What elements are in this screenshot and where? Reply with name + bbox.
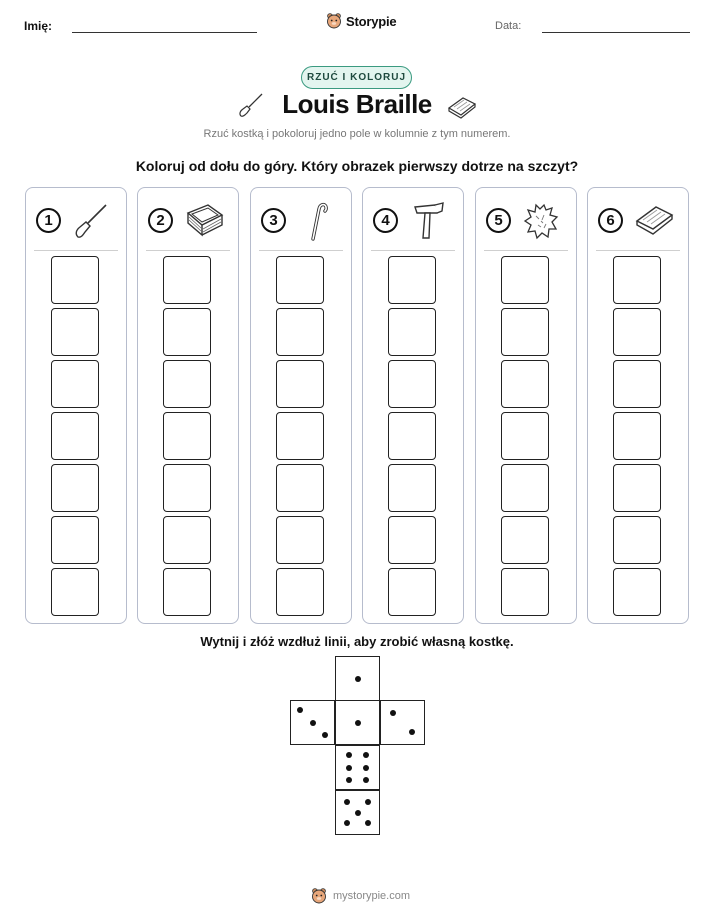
column-header bbox=[26, 188, 126, 250]
color-box[interactable] bbox=[388, 568, 436, 616]
column-1 bbox=[25, 187, 127, 624]
dice-pip bbox=[365, 799, 371, 805]
column-number: 6 bbox=[598, 208, 623, 233]
color-box[interactable] bbox=[388, 464, 436, 512]
dice-pip bbox=[363, 752, 369, 758]
color-box[interactable] bbox=[276, 464, 324, 512]
column-6 bbox=[587, 187, 689, 624]
cane-icon bbox=[297, 201, 337, 241]
color-box[interactable] bbox=[276, 256, 324, 304]
color-box[interactable] bbox=[276, 308, 324, 356]
brand-name: Storypie bbox=[346, 13, 397, 29]
column-divider bbox=[146, 250, 230, 251]
color-box[interactable] bbox=[276, 412, 324, 460]
column-header bbox=[138, 188, 238, 250]
page-title: Louis Braille bbox=[282, 89, 432, 119]
column-4 bbox=[362, 187, 464, 624]
column-number: 4 bbox=[373, 208, 398, 233]
dice-pip bbox=[363, 777, 369, 783]
color-box[interactable] bbox=[613, 308, 661, 356]
color-box[interactable] bbox=[51, 516, 99, 564]
dice-pip bbox=[297, 707, 303, 713]
column-3 bbox=[250, 187, 352, 624]
column-5 bbox=[475, 187, 577, 624]
name-label: Imię: bbox=[24, 19, 53, 33]
dice-face-3 bbox=[290, 700, 335, 745]
color-box[interactable] bbox=[163, 360, 211, 408]
dice-face-1 bbox=[335, 700, 380, 745]
dice-pip bbox=[355, 810, 361, 816]
column-divider bbox=[596, 250, 680, 251]
color-box[interactable] bbox=[613, 360, 661, 408]
dice-face-1 bbox=[335, 656, 380, 701]
color-box[interactable] bbox=[163, 308, 211, 356]
color-box[interactable] bbox=[501, 360, 549, 408]
storypie-mascot-icon bbox=[325, 12, 343, 30]
color-box[interactable] bbox=[613, 412, 661, 460]
color-box[interactable] bbox=[501, 412, 549, 460]
dice-pip bbox=[355, 720, 361, 726]
book-icon bbox=[184, 201, 224, 241]
color-box[interactable] bbox=[388, 256, 436, 304]
dice-pip bbox=[346, 752, 352, 758]
color-box[interactable] bbox=[276, 360, 324, 408]
leather-hide-icon bbox=[522, 201, 562, 241]
dice-face-6 bbox=[335, 745, 380, 790]
column-divider bbox=[259, 250, 343, 251]
column-header bbox=[251, 188, 351, 250]
footer-url: mystorypie.com bbox=[333, 890, 411, 902]
color-box[interactable] bbox=[163, 516, 211, 564]
column-divider bbox=[484, 250, 568, 251]
brand-logo bbox=[325, 12, 396, 30]
dice-pip bbox=[409, 729, 415, 735]
color-box[interactable] bbox=[51, 412, 99, 460]
color-box[interactable] bbox=[51, 360, 99, 408]
color-box[interactable] bbox=[501, 568, 549, 616]
color-box[interactable] bbox=[501, 516, 549, 564]
awl-icon bbox=[72, 201, 112, 241]
color-box[interactable] bbox=[163, 256, 211, 304]
dice-face-2 bbox=[380, 700, 425, 745]
color-box[interactable] bbox=[51, 568, 99, 616]
dice-face-5 bbox=[335, 790, 380, 835]
date-field[interactable] bbox=[542, 32, 690, 33]
color-box[interactable] bbox=[388, 516, 436, 564]
column-number: 5 bbox=[486, 208, 511, 233]
dice-pip bbox=[346, 765, 352, 771]
color-box[interactable] bbox=[388, 412, 436, 460]
color-box[interactable] bbox=[276, 568, 324, 616]
color-box[interactable] bbox=[613, 464, 661, 512]
column-header bbox=[588, 188, 688, 250]
color-box[interactable] bbox=[501, 308, 549, 356]
color-box[interactable] bbox=[276, 516, 324, 564]
slate-icon bbox=[634, 201, 674, 241]
color-box[interactable] bbox=[51, 464, 99, 512]
column-number: 2 bbox=[148, 208, 173, 233]
color-box[interactable] bbox=[163, 568, 211, 616]
cut-instruction: Wytnij i złóż wzdłuż linii, aby zrobić własną kostkę. bbox=[200, 634, 514, 649]
dice-pip bbox=[363, 765, 369, 771]
dice-pip bbox=[344, 820, 350, 826]
footer bbox=[310, 887, 410, 905]
color-box[interactable] bbox=[51, 308, 99, 356]
slate-icon bbox=[446, 95, 478, 119]
column-divider bbox=[371, 250, 455, 251]
name-field[interactable] bbox=[72, 32, 257, 33]
color-box[interactable] bbox=[613, 568, 661, 616]
column-divider bbox=[34, 250, 118, 251]
date-label: Data: bbox=[495, 20, 522, 32]
color-box[interactable] bbox=[163, 412, 211, 460]
instruction: Koloruj od dołu do góry. Który obrazek pierwszy dotrze na szczyt? bbox=[135, 158, 579, 174]
color-box[interactable] bbox=[501, 464, 549, 512]
color-box[interactable] bbox=[613, 516, 661, 564]
dice-pip bbox=[344, 799, 350, 805]
column-number: 3 bbox=[261, 208, 286, 233]
hammer-icon bbox=[409, 201, 449, 241]
dice-pip bbox=[346, 777, 352, 783]
subtitle: Rzuć kostką i pokoloruj jedno pole w kolumnie z tym numerem. bbox=[203, 128, 511, 140]
column-header bbox=[476, 188, 576, 250]
dice-pip bbox=[322, 732, 328, 738]
color-box[interactable] bbox=[501, 256, 549, 304]
dice-pip bbox=[355, 676, 361, 682]
dice-pip bbox=[365, 820, 371, 826]
color-box[interactable] bbox=[51, 256, 99, 304]
dice-pip bbox=[310, 720, 316, 726]
column-header bbox=[363, 188, 463, 250]
color-box[interactable] bbox=[613, 256, 661, 304]
storypie-mascot-icon bbox=[310, 887, 328, 905]
activity-badge: RZUĆ I KOLORUJ bbox=[301, 66, 412, 89]
color-box[interactable] bbox=[388, 360, 436, 408]
dice-pip bbox=[390, 710, 396, 716]
color-box[interactable] bbox=[388, 308, 436, 356]
column-2 bbox=[137, 187, 239, 624]
color-box[interactable] bbox=[163, 464, 211, 512]
column-number: 1 bbox=[36, 208, 61, 233]
